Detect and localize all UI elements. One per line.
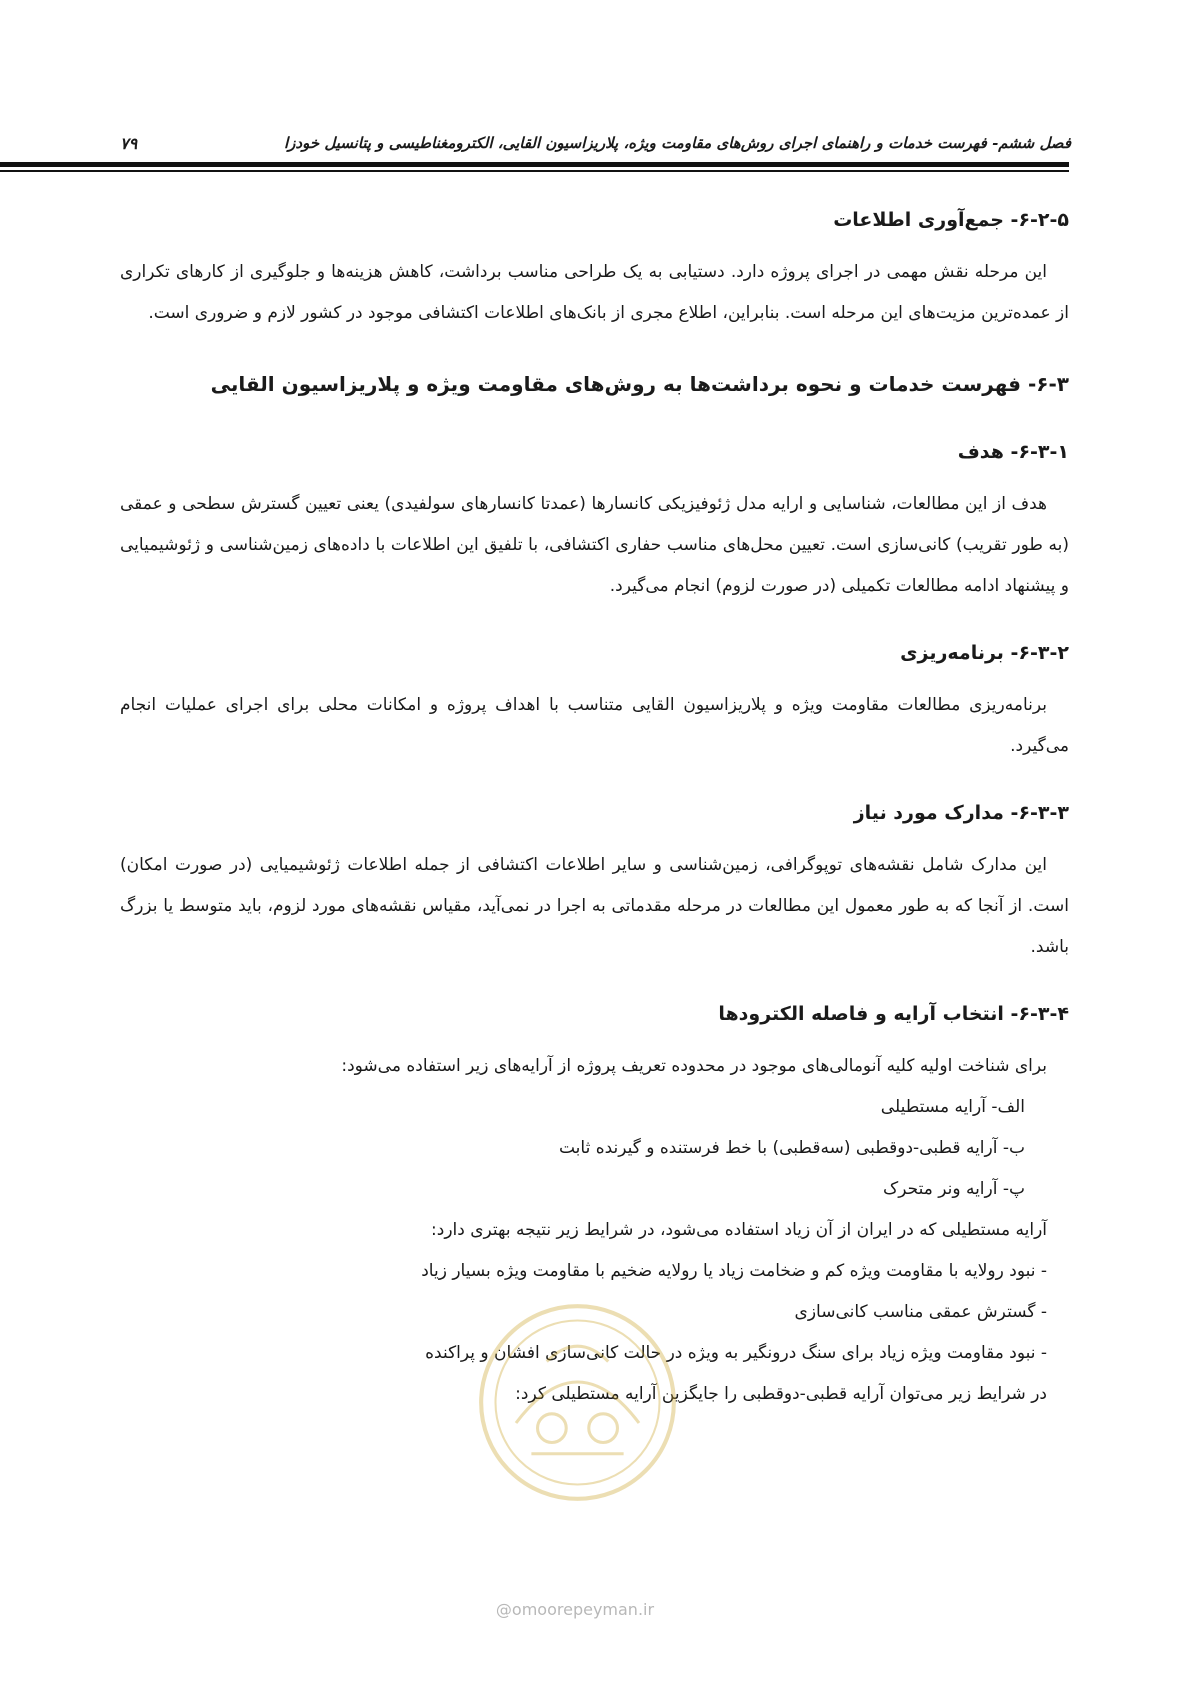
array-types-list — [120, 1087, 1069, 1210]
paragraph-data-collection: این مرحله نقش مهمی در اجرای پروژه دارد. دستیابی به یک طراحی مناسب برداشت، کاهش هزینه‌ها و جلوگیری از کارهای تکراری از عمده‌ترین مزیت‌های این مرحله است. بنابراین، اطلاع مجری از بانک‌های اطلاعات اکتشافی موجود در کشور لازم و ضروری است. — [120, 262, 1069, 323]
chapter-title: فصل ششم- فهرست خدمات و راهنمای اجرای روش‌های مقاومت ویژه، پلاریزاسیون القایی، الکترومغناطیسی و پتانسیل خودزا — [284, 134, 1071, 152]
paragraph-rectangular-array-note: آرایه مستطیلی که در ایران از آن زیاد استفاده می‌شود، در شرایط زیر نتیجه بهتری دارد: — [431, 1220, 1047, 1240]
paragraph-objective: هدف از این مطالعات، شناسایی و ارایه مدل ژئوفیزیکی کانسارها (عمدتا کانسارهای سولفیدی) یعنی تعیین گسترش سطحی و عمقی (به طور تقریب) کانی‌سازی است. تعیین محل‌های مناسب حفاری اکتشافی، با تلفیق این اطلاعات با داده‌های زمین‌شناسی و ژئوشیمیایی و پیشنهاد ادامه مطالعات تکمیلی (در صورت لزوم) انجام می‌گیرد. — [120, 494, 1069, 596]
header-rule-thick — [0, 162, 1069, 167]
website-watermark: @omoorepeyman.ir — [495, 1600, 655, 1619]
section-heading-6-3-2: ۶-۳-۲- برنامه‌ریزی — [900, 642, 1069, 664]
paragraph-pole-dipole-note: در شرایط زیر می‌توان آرایه قطبی-دوقطبی را جایگزین آرایه مستطیلی کرد: — [515, 1384, 1047, 1404]
list-item: - نبود رولایه با مقاومت ویژه کم و ضخامت زیاد یا رولایه ضخیم با مقاومت ویژه بسیار زیاد — [421, 1261, 1047, 1281]
list-item: - نبود مقاومت ویژه زیاد برای سنگ درونگیر به ویژه در حالت کانی‌سازی افشان و پراکنده — [425, 1343, 1047, 1363]
paragraph-array-intro: برای شناخت اولیه کلیه آنومالی‌های موجود در محدوده تعریف پروژه از آرایه‌های زیر استفاده می‌شود: — [341, 1056, 1047, 1076]
list-item: ب- آرایه قطبی-دوقطبی (سه‌قطبی) با خط فرستنده و گیرنده ثابت — [558, 1138, 1025, 1158]
section-heading-6-3-1: ۶-۳-۱- هدف — [957, 441, 1069, 463]
paragraph-planning: برنامه‌ریزی مطالعات مقاومت ویژه و پلاریزاسیون القایی متناسب با اهداف پروژه و امکانات محلی برای اجرای عملیات انجام می‌گیرد. — [120, 695, 1069, 756]
paragraph-required-documents: این مدارک شامل نقشه‌های توپوگرافی، زمین‌شناسی و سایر اطلاعات اکتشافی از جمله اطلاعات ژئوشیمیایی (در صورت امکان) است. از آنجا که به طور معمول این مطالعات در مرحله مقدماتی به اجرا در نمی‌آید، مقیاس نقشه‌های مورد لزوم، باید متوسط یا بزرگ باشد. — [120, 855, 1069, 957]
running-header — [120, 128, 1071, 158]
section-heading-6-3-4: ۶-۳-۴- انتخاب آرایه و فاصله الکترودها — [718, 1003, 1069, 1025]
section-heading-6-3-3: ۶-۳-۳- مدارک مورد نیاز — [853, 802, 1069, 824]
section-heading-6-2-5: ۶-۲-۵- جمع‌آوری اطلاعات — [833, 209, 1069, 231]
list-item: - گسترش عمقی مناسب کانی‌سازی — [794, 1302, 1047, 1322]
page-content — [120, 200, 1069, 1415]
list-item: الف- آرایه مستطیلی — [880, 1097, 1025, 1117]
page-number: ۷۹ — [120, 133, 138, 153]
header-rule-thin — [0, 170, 1069, 172]
publisher-seal-logo — [475, 1300, 680, 1505]
list-item: پ- آرایه ونر متحرک — [883, 1179, 1025, 1199]
section-heading-6-3: ۶-۳- فهرست خدمات و نحوه برداشت‌ها به روش‌های مقاومت ویژه و پلاریزاسیون القایی — [210, 372, 1069, 396]
